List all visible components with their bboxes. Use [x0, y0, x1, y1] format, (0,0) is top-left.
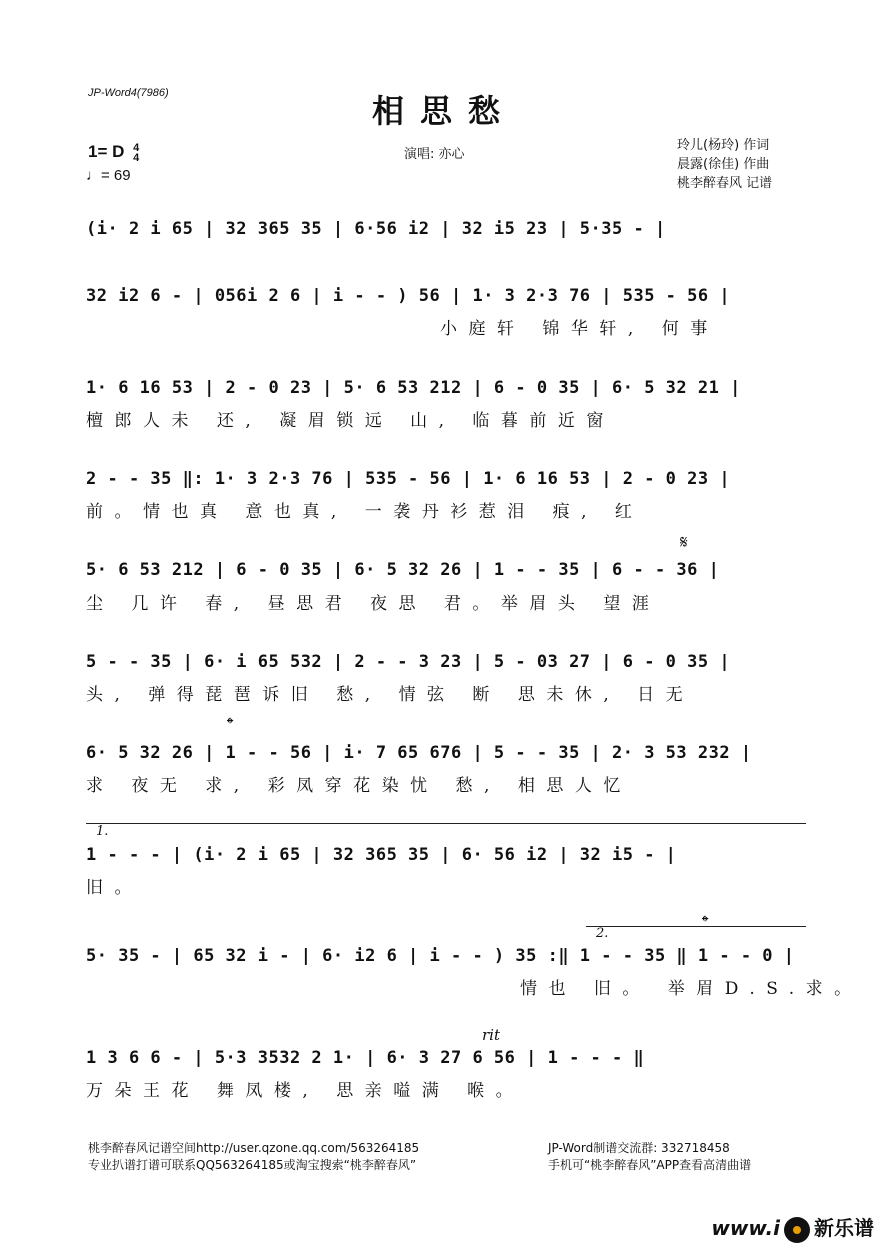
lyric-line-2: 小庭轩 锦华轩, 何事 [440, 319, 719, 339]
footer-group: JP-Word制谱交流群: 332718458 [548, 1141, 730, 1155]
singer-credit: 演唱: 亦心 [404, 147, 465, 162]
transcriber-credit: 桃李醉春风 记谱 [677, 176, 773, 191]
footer-left [88, 1140, 419, 1174]
key-signature [88, 142, 139, 163]
author-credits [677, 136, 772, 193]
lyric-line-5: 尘 几许 春, 昼思君 夜思 君。举眉头 望涯 [86, 594, 661, 614]
composer-credit: 晨露(徐佳) 作曲 [677, 157, 770, 172]
notation-line-6: 5 - - 35 | 6· i 65 532 | 2 - - 3 23 | 5 - 03 27 | 6 - 0 35 | [86, 652, 731, 672]
notation-line-1: (i· 2 i 65 | 32 365 35 | 6·56 i2 | 32 i5 23 | 5·35 - | [86, 219, 666, 239]
volta-2-label: 2. [596, 926, 609, 941]
lyricist-credit: 玲儿(杨玲) 作词 [677, 138, 770, 153]
notation-line-9: 5· 35 - | 65 32 i - | 6· i2 6 | i - - ) 35 :‖ 1 - - 35 ‖ 1 - - 0 | [86, 946, 795, 966]
lyric-line-7: 求 夜无 求, 彩凤穿花染忧 愁, 相思人忆 [86, 776, 632, 796]
notation-line-7: 6· 5 32 26 | 1 - - 56 | i· 7 65 676 | 5 - - 35 | 2· 3 53 232 | [86, 743, 752, 763]
footer-app: 手机可“桃李醉春风”APP查看高清曲谱 [548, 1158, 752, 1172]
footer-website: 桃李醉春风记谱空间http://user.qzone.qq.com/563264185 [88, 1141, 420, 1155]
lyric-line-3: 檀郎人未 还, 凝眉锁远 山, 临暮前近窗 [86, 411, 615, 431]
notation-line-10: 1 3 6 6 - | 5·3 3532 2 1· | 6· 3 27 6 56 | 1 - - - ‖ [86, 1048, 645, 1068]
lyric-line-9: 情也 旧。 举眉D.S.求。 [520, 979, 863, 999]
software-watermark: JP-Word4(7986) [88, 87, 169, 99]
tempo-marking: ♩= 69 [86, 167, 131, 184]
volta-1-label: 1. [96, 824, 109, 839]
lyric-line-8: 旧。 [86, 878, 143, 898]
site-logo [711, 1212, 874, 1243]
ritardando-mark: rit [482, 1026, 500, 1044]
coda-icon: 𝄌 [702, 912, 709, 933]
record-icon [784, 1217, 810, 1243]
notation-line-4: 2 - - 35 ‖: 1· 3 2·3 76 | 535 - 56 | 1· 6 16 53 | 2 - 0 23 | [86, 469, 731, 489]
logo-text: 新乐谱 [814, 1216, 874, 1240]
volta-2-bracket [586, 926, 806, 927]
logo-url: www.i [711, 1216, 780, 1240]
footer-contact: 专业扒谱打谱可联系QQ563264185或淘宝搜索“桃李醉春风” [88, 1158, 417, 1172]
time-sig-top: 4 [133, 141, 140, 154]
segno-icon: 𝄋 [680, 532, 688, 553]
lyric-line-10: 万朵王花 舞凤楼, 思亲嗌满 喉。 [86, 1081, 525, 1101]
notation-line-2: 32 i2 6 - | 056i 2 6 | i - - ) 56 | 1· 3 2·3 76 | 535 - 56 | [86, 286, 731, 306]
lyric-line-4: 前。情也真 意也真, 一袭丹衫惹泪 痕, 红 [86, 502, 644, 522]
time-signature [133, 143, 139, 163]
song-title: 相思愁 [371, 92, 516, 130]
coda-icon: 𝄌 [227, 714, 234, 735]
notation-line-3: 1· 6 16 53 | 2 - 0 23 | 5· 6 53 212 | 6 - 0 35 | 6· 5 32 21 | [86, 378, 741, 398]
time-sig-bottom: 4 [133, 151, 140, 164]
lyric-line-6: 头, 弹得琵琶诉旧 愁, 情弦 断 思未休, 日无 [86, 685, 695, 705]
notation-line-8: 1 - - - | (i· 2 i 65 | 32 365 35 | 6· 56 i2 | 32 i5 - | [86, 845, 677, 865]
key-label: 1= D [88, 142, 125, 161]
volta-1-bracket [86, 823, 806, 824]
footer-right [548, 1140, 751, 1174]
notation-line-5: 5· 6 53 212 | 6 - 0 35 | 6· 5 32 26 | 1 - - 35 | 6 - - 36 | [86, 560, 720, 580]
